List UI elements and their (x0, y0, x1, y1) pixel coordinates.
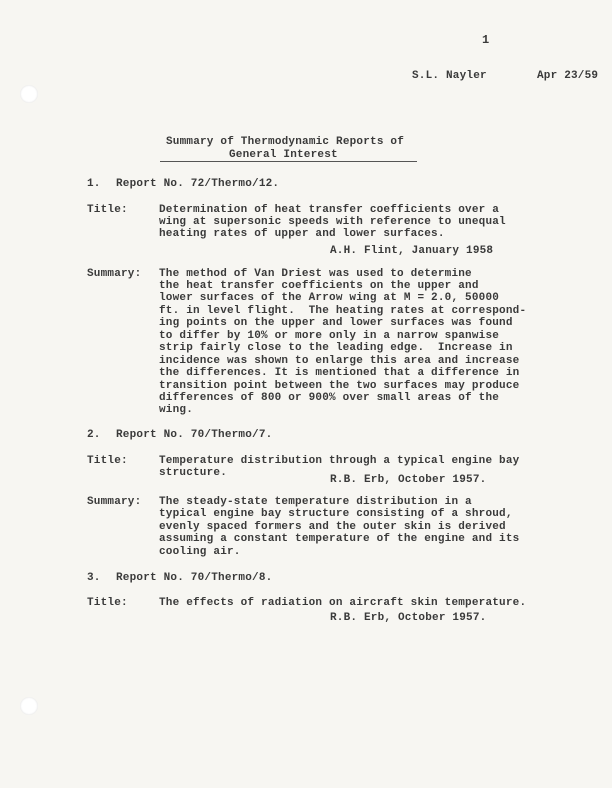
punch-hole-bottom (20, 697, 38, 715)
report-attribution: A.H. Flint, January 1958 (330, 245, 494, 257)
summary-line: lower surfaces of the Arrow wing at M = 2.0, 50000 (159, 292, 500, 304)
summary-line: evenly spaced formers and the outer skin is derived (159, 521, 506, 533)
summary-line: the heat transfer coefficients on the upper and (159, 280, 479, 292)
summary-line: strip fairly close to the leading edge. Increase in (159, 342, 513, 354)
summary-line: to differ by 10% or more only in a narrow spanwise (159, 330, 500, 342)
title-line: Determination of heat transfer coefficients over a (159, 204, 500, 216)
title-line: structure. (159, 467, 228, 479)
title-label: Title: (87, 597, 128, 609)
author-name: S.L. Nayler (412, 70, 487, 82)
title-label: Title: (87, 204, 128, 216)
title-underline (160, 161, 417, 162)
summary-line: the differences. It is mentioned that a difference in (159, 367, 520, 379)
report-id: Report No. 70/Thermo/7. (116, 429, 273, 441)
summary-line: differences of 800 or 900% over small areas of the (159, 392, 500, 404)
page-title: Summary of Thermodynamic Reports of (166, 136, 405, 148)
title-line: The effects of radiation on aircraft skin temperature. (159, 597, 527, 609)
report-attribution: R.B. Erb, October 1957. (330, 612, 487, 624)
summary-line: wing. (159, 404, 194, 416)
summary-line: cooling air. (159, 546, 241, 558)
summary-line: The steady-state temperature distribution in a (159, 496, 472, 508)
page-number: 1 (482, 33, 490, 47)
report-id: Report No. 72/Thermo/12. (116, 178, 280, 190)
title-line: Temperature distribution through a typical engine bay (159, 455, 520, 467)
report-number: 3. (87, 572, 101, 584)
summary-line: assuming a constant temperature of the engine and its (159, 533, 520, 545)
summary-line: incidence was shown to enlarge this area and increase (159, 355, 520, 367)
summary-line: ft. in level flight. The heating rates at correspond- (159, 305, 527, 317)
report-id: Report No. 70/Thermo/8. (116, 572, 273, 584)
report-number: 1. (87, 178, 101, 190)
title-line: heating rates of upper and lower surfaces. (159, 228, 445, 240)
summary-label: Summary: (87, 496, 142, 508)
title-label: Title: (87, 455, 128, 467)
title-line: wing at supersonic speeds with reference to unequal (159, 216, 506, 228)
report-attribution: R.B. Erb, October 1957. (330, 474, 487, 486)
summary-label: Summary: (87, 268, 142, 280)
report-number: 2. (87, 429, 101, 441)
punch-hole-top (20, 85, 38, 103)
summary-line: transition point between the two surfaces may produce (159, 380, 520, 392)
summary-line: typical engine bay structure consisting of a shroud, (159, 508, 513, 520)
summary-line: ing points on the upper and lower surfaces was found (159, 317, 513, 329)
summary-line: The method of Van Driest was used to determine (159, 268, 472, 280)
page-subtitle: General Interest (229, 149, 338, 161)
document-date: Apr 23/59 (537, 70, 599, 82)
